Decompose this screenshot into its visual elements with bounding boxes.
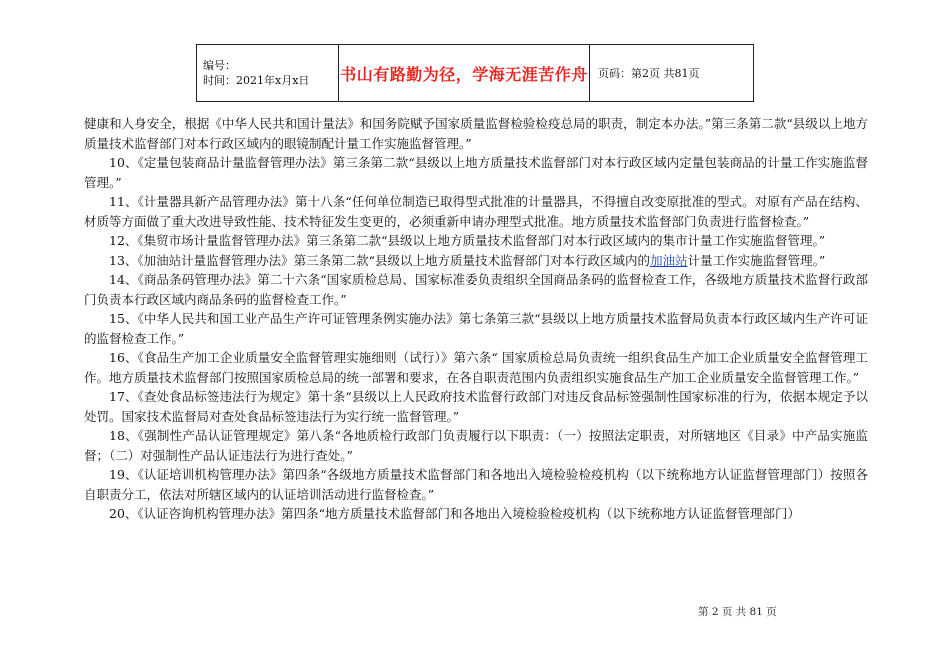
paragraph-text: 13、《加油站计量监督管理办法》第三条第二款“县级以上地方质量技术监督部门对本行政区域内的: [109, 252, 651, 268]
paragraph: 19、《认证培训机构管理办法》第四条“各级地方质量技术监督部门和各地出入境检验检疫机构（以下统称地方认证监督管理部门）按照各自职责分工，依法对所辖区域内的认证培训活动进行监督检查。”: [84, 467, 868, 502]
page-header: [196, 44, 754, 102]
document-time-label: 时间：2021年x月x日: [203, 74, 310, 87]
paragraph: 11、《计量器具新产品管理办法》第十八条“任何单位制造已取得型式批准的计量器具，不得擅自改变原批准的型式。对原有产品在结构、材质等方面做了重大改进导致性能、技术特征发生变更的，必须重新申请办理型式批准。地方质量技术监督部门负责进行监督检查。”: [84, 194, 868, 229]
paragraph: 15、《中华人民共和国工业产品生产许可证管理条例实施办法》第七条第三款“县级以上地方质量技术监督局负责本行政区域内生产许可证的监督检查工作。”: [84, 311, 868, 346]
paragraph: 健康和人身安全，根据《中华人民共和国计量法》和国务院赋予国家质量监督检验检疫总局的职责，制定本办法。”第三条第二款“县级以上地方质量技术监督部门对本行政区域内的眼镜制配计量工作实施监督管理。”: [84, 116, 868, 151]
page-footer: 第 2 页 共 81 页: [698, 606, 777, 618]
paragraph: 20、《认证咨询机构管理办法》第四条“地方质量技术监督部门和各地出入境检验检疫机构（以下统称地方认证监督管理部门）: [109, 506, 801, 521]
document-body: [84, 114, 868, 524]
gas-station-link[interactable]: 加油站: [650, 252, 688, 268]
paragraph: 16、《食品生产加工企业质量安全监督管理实施细则（试行）》第六条“ 国家质检总局负责统一组织食品生产加工企业质量安全监督管理工作。地方质量技术监督部门按照国家质检总局的统一部署和要求，在各自职责范围内负责组织实施食品生产加工企业质量安全监督管理工作。”: [84, 350, 868, 385]
header-page-cell: [590, 45, 754, 102]
header-motto: 书山有路勤为径，学海无涯苦作舟: [340, 64, 588, 84]
header-motto-cell: [339, 45, 590, 102]
header-meta-cell: [197, 45, 339, 102]
paragraph: 17、《查处食品标签违法行为规定》第十条“县级以上人民政府技术监督行政部门对违反食品标签强制性国家标准的行为，依据本规定予以处罚。国家技术监督局对查处食品标签违法行为实行统一监督管理。”: [84, 389, 868, 424]
paragraph: 12、《集贸市场计量监督管理办法》第三条第二款“县级以上地方质量技术监督部门对本行政区域内的集市计量工作实施监督管理。”: [109, 233, 826, 248]
header-page-label: 页码：第2页 共81页: [598, 67, 700, 80]
paragraph: 14、《商品条码管理办法》第二十六条“国家质检总局、国家标准委负责组织全国商品条码的监督检查工作，各级地方质量技术监督行政部门负责本行政区域内商品条码的监督检查工作。”: [84, 272, 868, 307]
paragraph: 10、《定量包装商品计量监督管理办法》第三条第二款“县级以上地方质量技术监督部门对本行政区域内定量包装商品的计量工作实施监督管理。”: [84, 155, 868, 190]
paragraph: 18、《强制性产品认证管理规定》第八条“各地质检行政部门负责履行以下职责：（一）按照法定职责，对所辖地区《目录》中产品实施监督；（二）对强制性产品认证违法行为进行查处。”: [84, 428, 868, 463]
document-number-label: 编号：: [203, 59, 236, 72]
paragraph-with-link: [84, 251, 868, 271]
paragraph-text: 计量工作实施监督管理。”: [687, 252, 826, 268]
